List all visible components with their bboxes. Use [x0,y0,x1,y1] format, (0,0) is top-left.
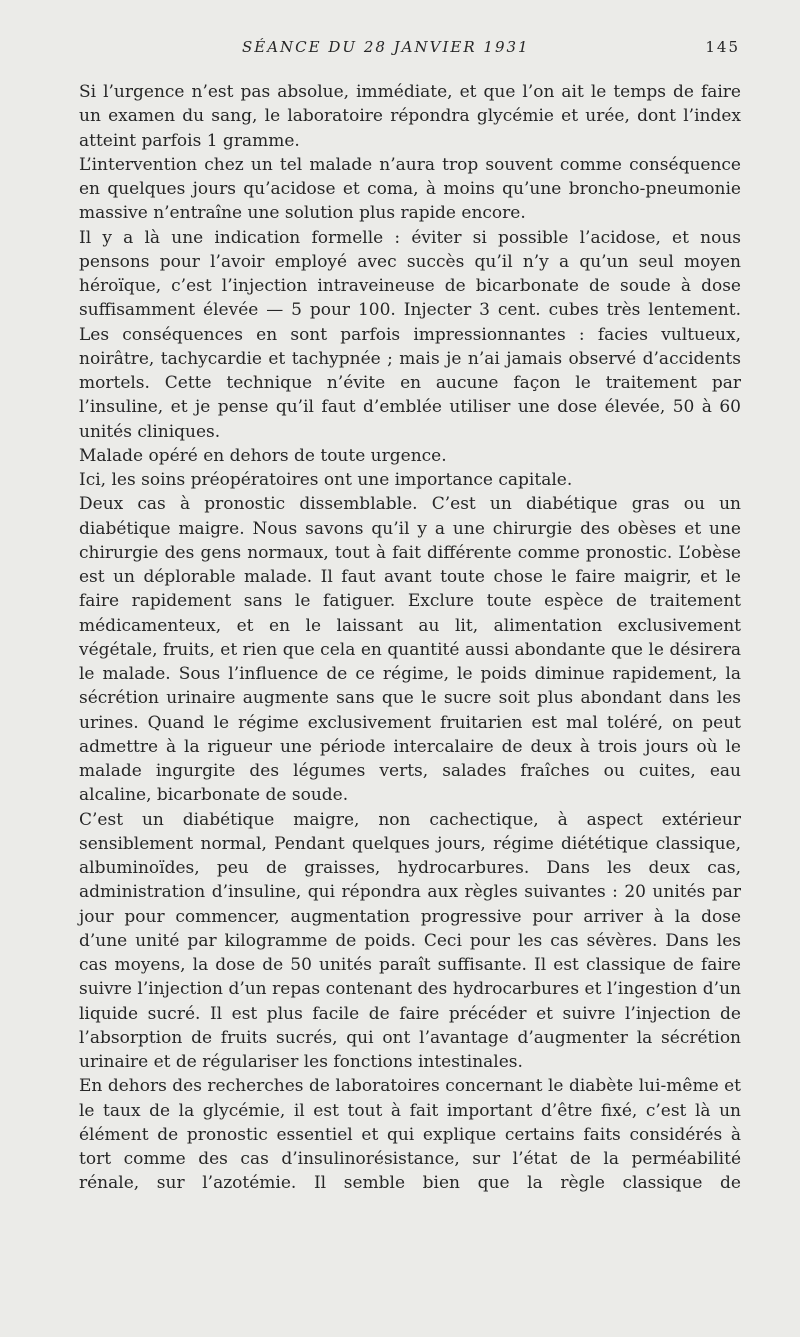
page-header [80,38,740,60]
running-title: SÉANCE DU 28 JANVIER 1931 [242,38,530,56]
paragraph: En dehors des recherches de laboratoires concernant le diabète lui-même et le taux de la glycémie, il est tout à fait important d’être fixé, c’est là un élément de pronostic essentiel et qui explique certains faits considérés à tort comme des cas d’insulinorésistance, sur l’état de la perméabilité rénale, sur l’azotémie. Il semble bien que la règle classique de [79,1076,741,1194]
paragraph: L’intervention chez un tel malade n’aura trop souvent comme conséquence en quelques jours qu’acidose et coma, à moins qu’une broncho-pneumonie massive n’entraîne une solution plus rapide encore. [79,154,741,224]
paragraph: Il y a là une indication formelle : éviter si possible l’acidose, et nous pensons pour l’avoir employé avec succès qu’il n’y a qu’un seul moyen héroïque, c’est l’injection intraveineuse de bicarbonate de soude à dose suffisamment élevée — 5 pour 100. Injecter 3 cent. cubes très lentement. Les conséquences en sont parfois impressionnantes : facies vultueux, noirâtre, tachycardie et tachypnée ; mais je n’ai jamais observé d’accidents mortels. Cette technique n’évite en aucune façon le traitement par l’insuline, et je pense qu’il faut d’emblée utiliser une dose élevée, 50 à 60 unités cliniques. [79,227,741,442]
paragraph: Deux cas à pronostic dissemblable. C’est un diabétique gras ou un diabétique maigre. Nous savons qu’il y a une chirurgie des obèses et une chirurgie des gens normaux, tout à fait différente comme pronostic. L’obèse est un déplorable malade. Il faut avant toute chose le faire maigrir, et le faire rapidement sans le fatiguer. Exclure toute espèce de traitement médicamenteux, et en le laissant au lit, alimentation exclusivement végétale, fruits, et rien que cela en quantité aussi abondante que le désirera le malade. Sous l’influence de ce régime, le poids diminue rapidement, la sécrétion urinaire augmente sans que le sucre soit plus abondant dans les urines. Quand le régime exclusivement fruitarien est mal toléré, on peut admettre à la rigueur une période intercalaire de deux à trois jours où le malade ingurgite des légumes verts, salades fraîches ou cuites, eau alcaline, bicarbonate de soude. [79,494,741,806]
paragraph: C’est un diabétique maigre, non cachectique, à aspect extérieur sensiblement normal, Pendant quelques jours, régime diététique classique, albuminoïdes, peu de graisses, hydrocarbures. Dans les deux cas, administration d’insuline, qui répondra aux règles suivantes : 20 unités par jour pour commencer, augmentation progressive pour arriver à la dose d’une unité par kilogramme de poids. Ceci pour les cas sévères. Dans les cas moyens, la dose de 50 unités paraît suffisante. Il est classique de faire suivre l’injection d’un repas contenant des hydrocarbures et l’ingestion d’un liquide sucré. Il est plus facile de faire précéder et suivre l’injection de l’absorption de fruits sucrés, qui ont l’avantage d’augmenter la sécrétion urinaire et de régulariser les fonctions intestinales. [79,809,741,1072]
paragraph: Si l’urgence n’est pas absolue, immédiate, et que l’on ait le temps de faire un examen du sang, le laboratoire répondra glycémie et urée, dont l’index atteint parfois 1 gramme. [79,82,741,151]
page-number: 145 [705,38,740,56]
paragraph: Malade opéré en dehors de toute urgence. [79,445,447,466]
paragraph: Ici, les soins préopératoires ont une importance capitale. [79,470,573,490]
body-text [79,80,741,1196]
